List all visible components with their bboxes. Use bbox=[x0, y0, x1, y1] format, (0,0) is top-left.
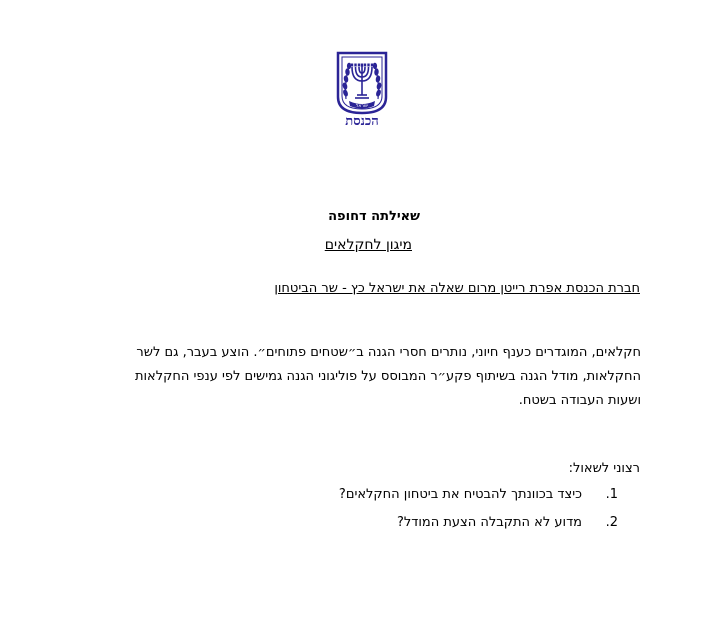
menorah-emblem-icon bbox=[336, 51, 388, 115]
document-subject: מיגון לחקלאים bbox=[324, 237, 412, 253]
institution-name: הכנסת bbox=[345, 114, 379, 129]
question-list bbox=[300, 487, 618, 543]
question-number: 1. bbox=[605, 487, 618, 502]
ask-intro: רצוני לשאול: bbox=[568, 461, 640, 476]
document-title: שאילתה דחופה bbox=[328, 209, 420, 224]
emblem-ribbon-text: ישראל bbox=[355, 104, 369, 109]
question-text: כיצד בכוונתך להבטיח את ביטחון החקלאים? bbox=[338, 487, 582, 502]
body-paragraph: חקלאים, המוגדרים כענף חיוני, נותרים חסרי הגנה ב״שטחים פתוחים״. הוצע בעבר, גם לשר החקלאות, מודל הגנה בשיתוף פקע״ר המבוסס על פוליגוני הגנה גמישים לפי ענפי החקלאות ושעות העבודה בשטח. bbox=[134, 345, 641, 408]
list-item bbox=[300, 515, 618, 543]
asker-line: חברת הכנסת אפרת רייטן מרום שאלה את ישראל כץ - שר הביטחון bbox=[274, 281, 640, 296]
list-item bbox=[300, 487, 618, 515]
question-number: 2. bbox=[605, 515, 618, 530]
question-text: מדוע לא התקבלה הצעת המודל? bbox=[396, 515, 582, 530]
knesset-emblem bbox=[336, 51, 388, 115]
